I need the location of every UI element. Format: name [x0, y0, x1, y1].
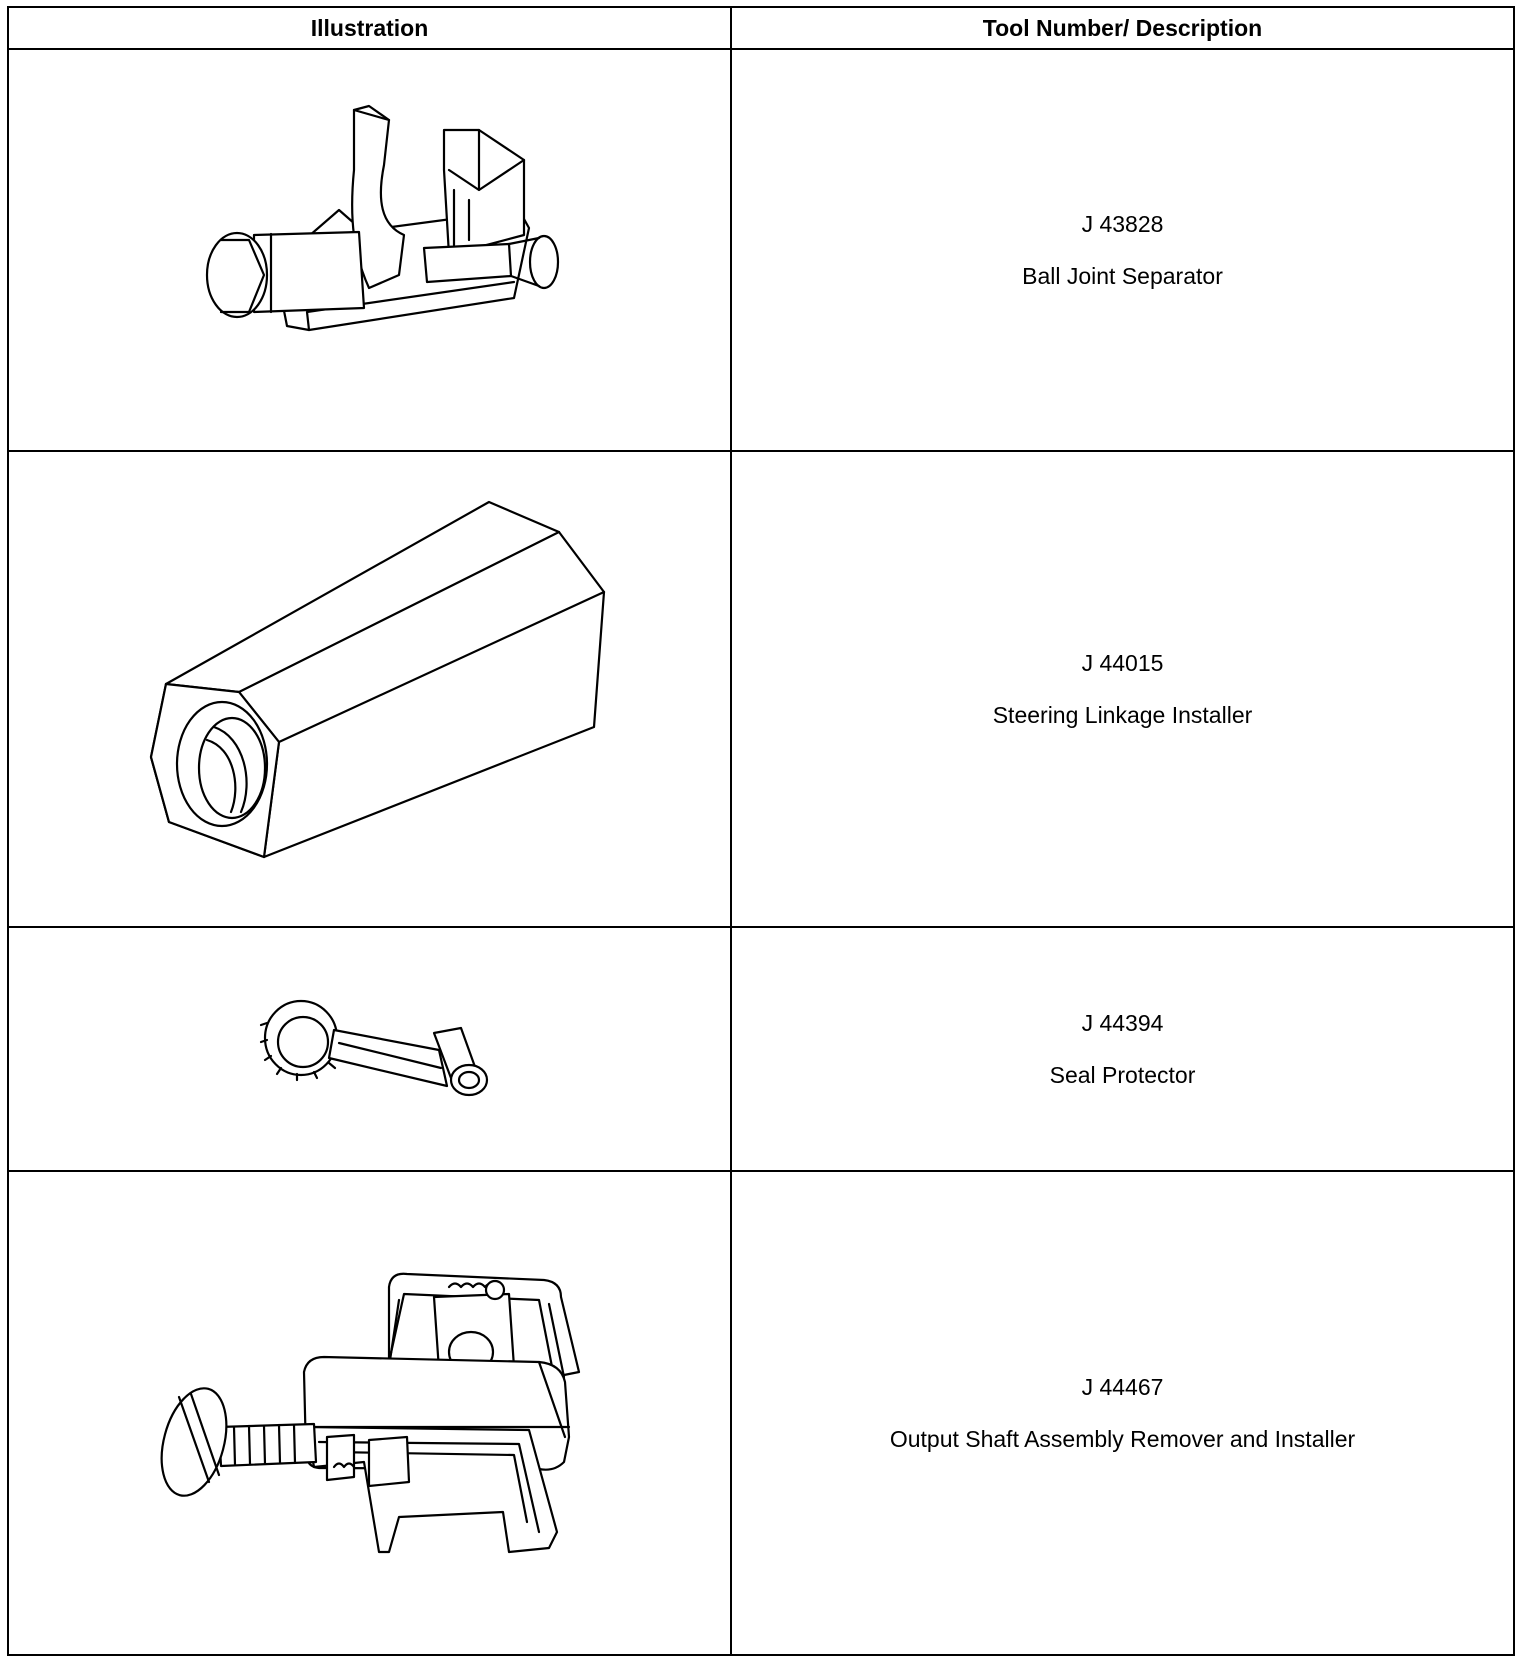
- description-cell: [731, 1171, 1514, 1655]
- ball-joint-separator-illustration: [9, 50, 732, 450]
- tool-number: J 43828: [1081, 210, 1164, 237]
- tool-description: Ball Joint Separator: [1022, 262, 1223, 289]
- tool-number: J 44015: [1081, 649, 1164, 676]
- illustration-cell: [8, 927, 731, 1171]
- table-header-row: [8, 7, 1514, 49]
- tool-description: Output Shaft Assembly Remover and Installer: [889, 1425, 1356, 1452]
- tool-number: J 44394: [1081, 1009, 1164, 1036]
- description-cell: [731, 927, 1514, 1171]
- table-row: [8, 49, 1514, 451]
- tool-number: J 44467: [1081, 1373, 1164, 1400]
- description-cell: [731, 49, 1514, 451]
- tool-description: Seal Protector: [1049, 1061, 1196, 1088]
- description-cell: [731, 451, 1514, 927]
- header-tool-description: Tool Number/ Description: [731, 7, 1514, 49]
- table-row: [8, 451, 1514, 927]
- illustration-cell: [8, 1171, 731, 1655]
- table-row: [8, 927, 1514, 1171]
- special-tools-table: [7, 6, 1515, 1656]
- illustration-cell: [8, 451, 731, 927]
- table-row: [8, 1171, 1514, 1655]
- tool-description: Steering Linkage Installer: [992, 701, 1253, 728]
- steering-linkage-installer-illustration: [9, 452, 732, 926]
- header-illustration: Illustration: [8, 7, 731, 49]
- seal-protector-illustration: [9, 928, 732, 1170]
- output-shaft-remover-installer-illustration: [9, 1172, 732, 1654]
- illustration-cell: [8, 49, 731, 451]
